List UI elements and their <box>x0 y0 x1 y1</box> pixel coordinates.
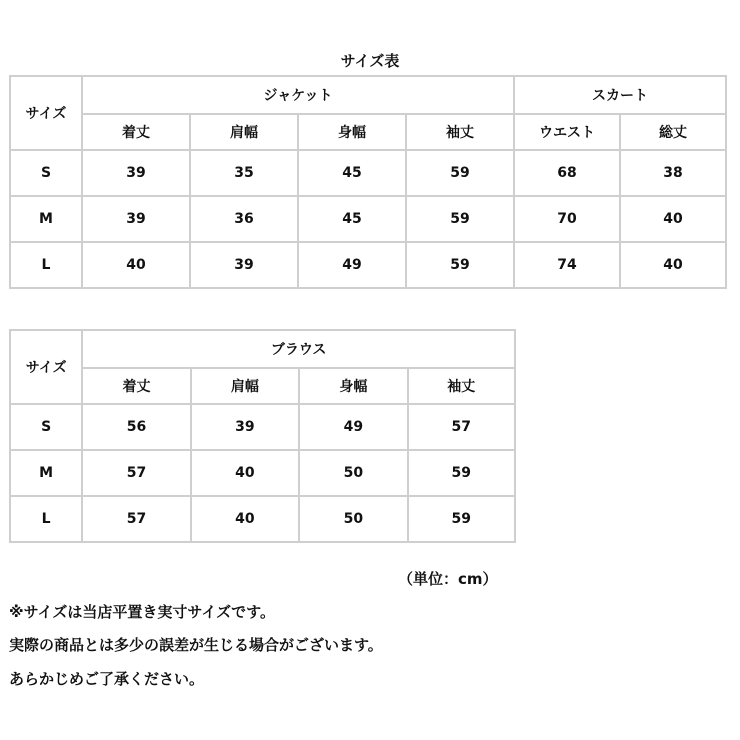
table-cell: 36 <box>190 196 298 242</box>
table-cell: 56 <box>82 404 190 450</box>
table-cell: 59 <box>406 150 514 196</box>
row-size-label: M <box>10 450 82 496</box>
table-cell: 38 <box>620 150 726 196</box>
table-cell: 50 <box>299 450 407 496</box>
row-size-label: S <box>10 404 82 450</box>
table-cell: 40 <box>191 496 299 542</box>
row-size-label: L <box>10 242 82 288</box>
table-header-row <box>10 330 515 368</box>
table-subheader-row <box>10 114 726 150</box>
table-cell: 40 <box>620 196 726 242</box>
note-line: ※サイズは当店平置き実寸サイズです。 <box>9 603 275 621</box>
table-row <box>10 196 726 242</box>
column-header: 肩幅 <box>191 368 299 404</box>
table-cell: 70 <box>514 196 620 242</box>
table-cell: 39 <box>82 150 190 196</box>
group-header-skirt: スカート <box>514 76 726 114</box>
table-cell: 74 <box>514 242 620 288</box>
table-subheader-row <box>10 368 515 404</box>
table-cell: 59 <box>408 496 515 542</box>
column-header: 着丈 <box>82 114 190 150</box>
table-cell: 68 <box>514 150 620 196</box>
table-cell: 40 <box>82 242 190 288</box>
group-header-jacket: ジャケット <box>82 76 514 114</box>
table-cell: 39 <box>191 404 299 450</box>
row-size-label: M <box>10 196 82 242</box>
table-cell: 59 <box>406 242 514 288</box>
unit-label: （単位：cm） <box>398 570 498 588</box>
table-row <box>10 242 726 288</box>
table-cell: 49 <box>298 242 406 288</box>
size-header: サイズ <box>10 76 82 150</box>
size-header: サイズ <box>10 330 82 404</box>
table-row <box>10 150 726 196</box>
note-line: あらかじめご了承ください。 <box>9 670 205 688</box>
page-title: サイズ表 <box>340 52 400 70</box>
table-cell: 45 <box>298 150 406 196</box>
table-cell: 59 <box>406 196 514 242</box>
table-cell: 57 <box>408 404 515 450</box>
column-header: 肩幅 <box>190 114 298 150</box>
table-cell: 57 <box>82 450 190 496</box>
column-header: 総丈 <box>620 114 726 150</box>
table-cell: 35 <box>190 150 298 196</box>
table-cell: 45 <box>298 196 406 242</box>
table-cell: 49 <box>299 404 407 450</box>
column-header: ウエスト <box>514 114 620 150</box>
table-cell: 50 <box>299 496 407 542</box>
column-header: 着丈 <box>82 368 190 404</box>
note-line: 実際の商品とは多少の誤差が生じる場合がございます。 <box>9 636 383 654</box>
column-header: 身幅 <box>298 114 406 150</box>
row-size-label: L <box>10 496 82 542</box>
row-size-label: S <box>10 150 82 196</box>
table-header-row <box>10 76 726 114</box>
column-header: 袖丈 <box>408 368 515 404</box>
table-row <box>10 404 515 450</box>
table-cell: 39 <box>82 196 190 242</box>
group-header-blouse: ブラウス <box>82 330 515 368</box>
table-cell: 40 <box>191 450 299 496</box>
table-row <box>10 496 515 542</box>
column-header: 身幅 <box>299 368 407 404</box>
table-row <box>10 450 515 496</box>
size-table-jacket-skirt <box>9 75 727 289</box>
table-cell: 40 <box>620 242 726 288</box>
table-cell: 39 <box>190 242 298 288</box>
size-table-blouse <box>9 329 516 543</box>
column-header: 袖丈 <box>406 114 514 150</box>
table-cell: 57 <box>82 496 190 542</box>
table-cell: 59 <box>408 450 515 496</box>
